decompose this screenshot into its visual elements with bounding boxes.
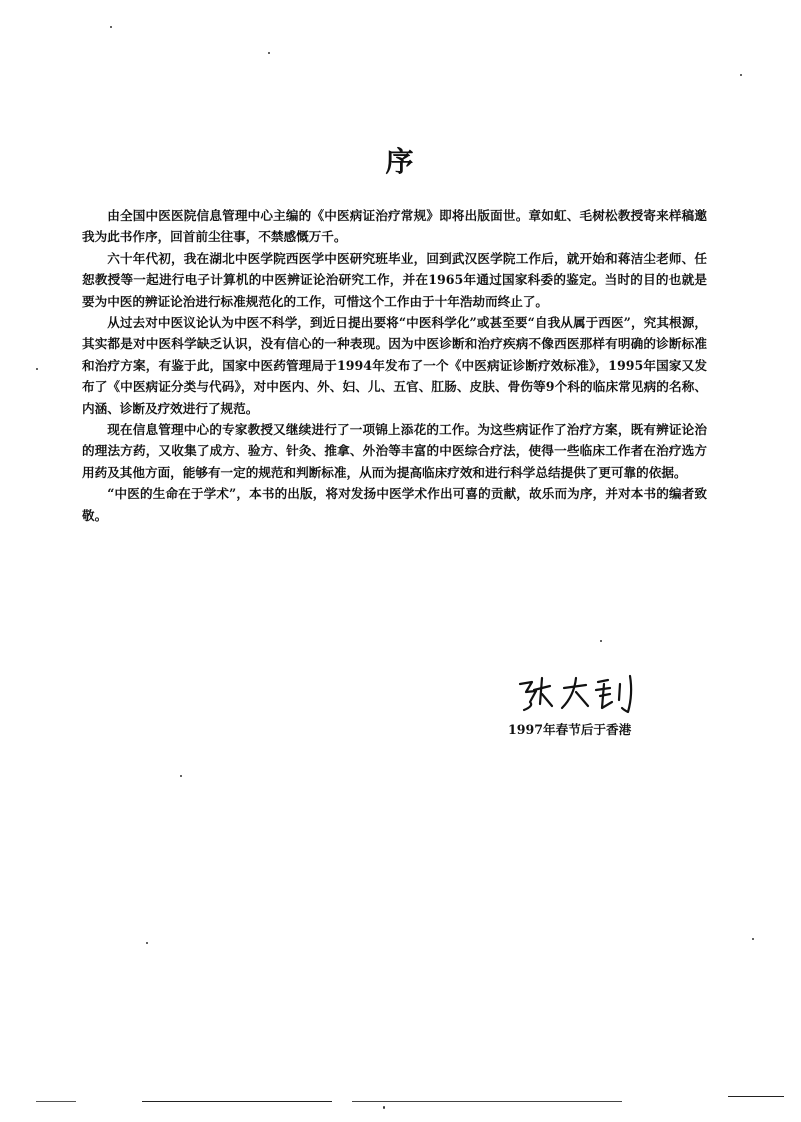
- signature-date: 1997年春节后于香港: [508, 722, 632, 737]
- scan-line: [36, 1101, 76, 1102]
- scan-speck: [36, 368, 38, 370]
- paragraph: 由全国中医医院信息管理中心主编的《中医病证治疗常规》即将出版面世。章如虹、毛树松教授寄来样稿邀我为此书作序，回首前尘往事，不禁感慨万千。: [82, 208, 707, 245]
- paragraph: 从过去对中医议论认为中医不科学，到近日提出要将“中医科学化”或甚至要“自我从属于西医”，究其根源，其实都是对中医科学缺乏认识，没有信心的一种表现。因为中医诊断和治疗疾病不像西医那样有明确的诊断标准和治疗方案，有鉴于此，国家中医药管理局于1994年发布了一个《中医病证诊断疗效标准》，1995年国家又发布了《中医病证分类与代码》，对中医内、外、妇、儿、五官、肛肠、皮肤、骨伤等9个科的临床常见病的名称、内涵、诊断及疗效进行了规范。: [82, 315, 707, 416]
- paragraph: “中医的生命在于学术”，本书的出版，将对发扬中医学术作出可喜的贡献，故乐而为序，并对本书的编者致敬。: [82, 486, 707, 523]
- scan-line: [142, 1101, 332, 1102]
- scan-speck: [110, 26, 112, 28]
- paragraph: 六十年代初，我在湖北中医学院西医学中医研究班毕业，回到武汉医学院工作后，就开始和蒋洁尘老师、任恕教授等一起进行电子计算机的中医辨证论治研究工作，并在1965年通过国家科委的鉴定。当时的目的也就是要为中医的辨证论治进行标准规范化的工作，可惜这个工作由于十年浩劫而终止了。: [82, 250, 707, 309]
- paragraph: 现在信息管理中心的专家教授又继续进行了一项锦上添花的工作。为这些病证作了治疗方案，既有辨证论治的理法方药，又收集了成方、验方、针灸、推拿、外治等丰富的中医综合疗法，使得一些临床工作者在治疗选方用药及其他方面，能够有一定的规范和判断标准，从而为提高临床疗效和进行科学总结提供了更可靠的依据。: [82, 422, 707, 480]
- scan-line: [352, 1101, 622, 1102]
- scan-line: [728, 1096, 784, 1097]
- scan-speck: [383, 1106, 385, 1109]
- signature-drawing: [512, 672, 652, 716]
- scan-speck: [752, 938, 754, 940]
- preface-body: [82, 205, 707, 526]
- scan-speck: [180, 775, 182, 777]
- scan-speck: [268, 52, 270, 54]
- handwritten-signature: [512, 672, 652, 716]
- page-title: 序: [385, 145, 416, 178]
- scan-speck: [740, 74, 742, 76]
- scan-speck: [600, 640, 602, 642]
- scan-speck: [146, 942, 148, 944]
